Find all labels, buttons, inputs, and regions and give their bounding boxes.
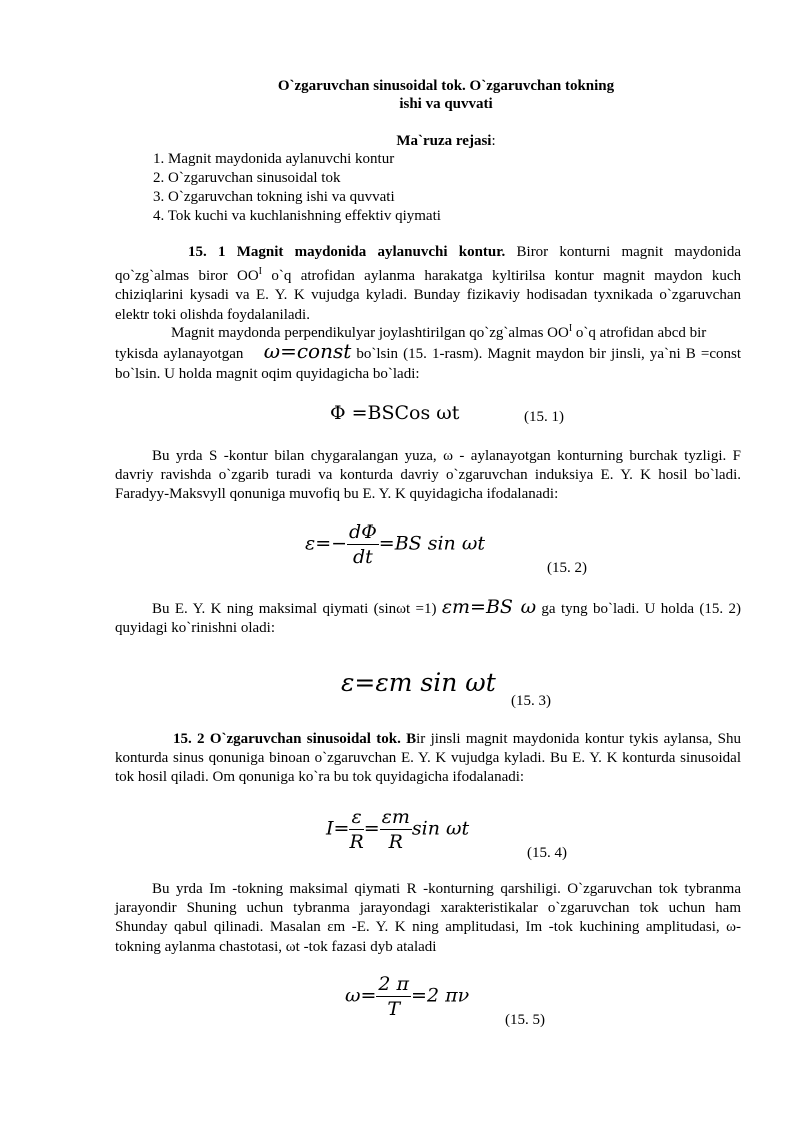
equation-15-5 bbox=[345, 972, 469, 1021]
paragraph-5: Bu yrda Im -tokning maksimal qiymati R -konturning qarshiligi. O`zgaruvchan tok tybranma jarayondir Shuning uchun tybranma jarayondagi xarakteristikalar o`zgaruvchan tok uchun ham Shunday qabul qilinadi. Masalan εm -E. Y. K ning amplitudasi, Im -tok kuchining amplitudasi, ω-tokning aylanma chastotasi, ωt -tok fazasi dyb ataladi bbox=[115, 881, 741, 955]
section1-paragraph1 bbox=[115, 243, 741, 325]
paragraph-4 bbox=[115, 598, 741, 638]
eq5-rhs: =2 πν bbox=[411, 984, 470, 1007]
s1-p2-sup: I bbox=[568, 323, 573, 334]
section2-heading: 15. 2 O`zgaruvchan sinusoidal tok. B bbox=[173, 731, 417, 747]
s1-p2-d: bo`lsin (15. 1-rasm). Magnit maydon bir jinsli, ya`ni B =const bo`lsin. U holda magnit oqim quyidagicha bo`ladi: bbox=[115, 346, 742, 382]
eq4-eq: = bbox=[363, 817, 380, 840]
eq4-f2-num: εm bbox=[381, 806, 410, 828]
omega-const-formula: ω=const bbox=[263, 339, 352, 363]
eq4-fraction2 bbox=[380, 805, 412, 854]
eq5-den: T bbox=[387, 998, 401, 1020]
eq2-fraction bbox=[347, 520, 379, 569]
plan-list bbox=[153, 150, 441, 226]
eq4-f2-den: R bbox=[388, 831, 403, 853]
eq2-right: =BS sin ωt bbox=[378, 532, 485, 555]
eq5-num: 2 π bbox=[378, 973, 410, 995]
plan-heading bbox=[46, 133, 800, 150]
equation-15-5-number: (15. 5) bbox=[505, 1012, 545, 1028]
section1-paragraph2-cont bbox=[115, 339, 742, 384]
section1-heading: 15. 1 Magnit maydonida aylanuvchi kontur. bbox=[188, 244, 506, 260]
eq2-left: ε=− bbox=[305, 532, 348, 555]
equation-15-4 bbox=[326, 805, 469, 854]
section2-text: ir jinsli magnit maydonida kontur tykis aylansa, Shu konturda sinus qonuniga binoan o`zgaruvchan E. Y. K vujudga kyladi. Bu E. Y. K konturda sinusoidal tok hosil qiladi. Om qonuniga ko`ra bu tok quyidagicha ifodalanadi: bbox=[115, 731, 741, 786]
plan-item: 1. Magnit maydonida aylanuvchi kontur bbox=[153, 151, 395, 167]
equation-15-1: Φ =BSCos ωt bbox=[330, 402, 460, 424]
s1-p1-a: Biror konturni magnit maydonida qo`zg`almas biror OO bbox=[115, 244, 741, 285]
eq2-denominator: dt bbox=[353, 546, 373, 568]
p4-b: ga tyng bo`ladi. U holda (15. 2) quyidagi ko`rinishni oladi: bbox=[115, 601, 741, 637]
p4-a: Bu E. Y. K ning maksimal qiymati (sinωt =1) bbox=[152, 601, 437, 617]
equation-15-2 bbox=[305, 520, 485, 569]
section1-paragraph2 bbox=[115, 319, 741, 343]
eq4-f1-num: ε bbox=[349, 805, 363, 830]
s1-p2-a: Magnit maydonda perpendikulyar joylashtirilgan qo`zg`almas OO bbox=[171, 325, 569, 341]
eq4-lhs: I= bbox=[326, 817, 350, 840]
eq5-lhs: ω= bbox=[345, 984, 377, 1007]
s1-p1-b: o`q atrofidan aylanma harakatga kyltirilsa kontur magnit maydon kuch chiziqlarini kysadi va E. Y. K vujudga kyladi. Bunday fizikaviy hodisadan tyxnikada o`zgaruvchan elektr toki olishda foydalaniladi. bbox=[115, 268, 741, 323]
equation-15-2-number: (15. 2) bbox=[547, 560, 587, 576]
plan-heading-text: Ma`ruza rejasi bbox=[396, 133, 492, 149]
s1-p2-c: tykisda aylanayotgan bbox=[115, 346, 244, 362]
eq5-fraction bbox=[376, 972, 411, 1021]
plan-heading-colon: : bbox=[491, 133, 496, 149]
s1-p1-sup: I bbox=[258, 266, 262, 278]
eq2-numerator: dΦ bbox=[349, 521, 377, 543]
equation-15-1-number: (15. 1) bbox=[524, 409, 564, 425]
plan-item: 2. O`zgaruvchan sinusoidal tok bbox=[153, 170, 341, 186]
plan-item: 4. Tok kuchi va kuchlanishning effektiv qiymati bbox=[153, 208, 441, 224]
equation-15-4-number: (15. 4) bbox=[527, 845, 567, 861]
doc-title-line1: O`zgaruvchan sinusoidal tok. O`zgaruvchan tokning bbox=[277, 78, 615, 94]
doc-title-line2: ishi va quvvati bbox=[399, 96, 493, 112]
eq4-fraction1 bbox=[349, 805, 363, 854]
emax-formula: εm=BS ω bbox=[441, 596, 537, 618]
s1-p2-b: o`q atrofidan abcd bir bbox=[572, 325, 707, 341]
eq4-f1-den: R bbox=[349, 831, 364, 853]
equation-15-3-number: (15. 3) bbox=[511, 693, 551, 709]
paragraph-3: Bu yrda S -kontur bilan chygaralangan yuza, ω - aylanayotgan konturning burchak tyzligi. F davriy ravishda o`zgarib turadi va konturda davriy o`zgaruvchan induksiya E. Y. K hosil bo`ladi. Faradyy-Maksvyll qonuniga muvofiq bu E. Y. K quyidagicha ifodalanadi: bbox=[115, 448, 741, 503]
equation-15-3: ε=εm sin ωt bbox=[341, 668, 496, 697]
section2-paragraph bbox=[115, 730, 741, 788]
eq4-rhs: sin ωt bbox=[411, 817, 470, 840]
plan-item: 3. O`zgaruvchan tokning ishi va quvvati bbox=[153, 189, 395, 205]
